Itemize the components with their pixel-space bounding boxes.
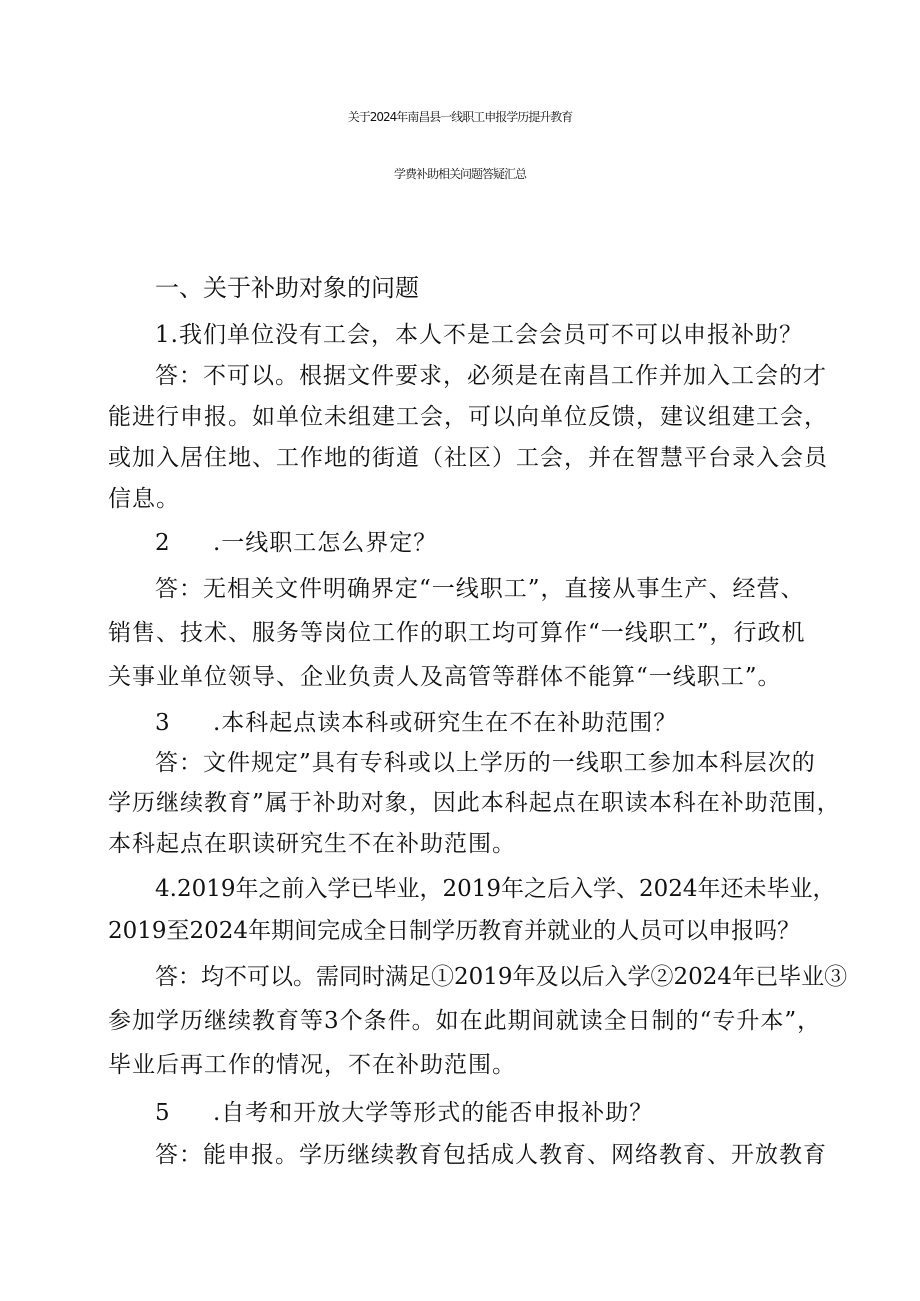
question-4-continued: 2019至2024年期间完成全日制学历教育并就业的人员可以申报吗？ bbox=[108, 918, 801, 944]
answer-line: 信息。 bbox=[108, 486, 180, 512]
doc-title-line-2: 学费补助相关问题答疑汇总 bbox=[393, 167, 526, 181]
answer-line: 或加入居住地、工作地的街道（社区）工会，并在智慧平台录入会员 bbox=[108, 445, 828, 471]
question-number: 5 bbox=[155, 1100, 171, 1126]
answer-line: 参加学历继续教育等3个条件。如在此期间就读全日制的“专升本”， bbox=[108, 1008, 822, 1034]
section-heading: 一、关于补助对象的问题 bbox=[155, 274, 419, 302]
answer-line: 关事业单位领导、企业负责人及高管等群体不能算“一线职工”。 bbox=[108, 664, 782, 690]
question-text: .一线职工怎么界定？ bbox=[213, 530, 438, 556]
question-number: 4 bbox=[155, 876, 170, 902]
answer-line: 答：能申报。学历继续教育包括成人教育、网络教育、开放教育 bbox=[155, 1142, 827, 1168]
question-number: 2 bbox=[155, 530, 171, 556]
question-2 bbox=[155, 524, 437, 557]
question-text: .2019年之前入学已毕业，2019年之后入学、2024年还未毕业， bbox=[169, 876, 836, 902]
question-5 bbox=[155, 1094, 653, 1127]
answer-line: 能进行申报。如单位未组建工会，可以向单位反馈，建议组建工会， bbox=[108, 404, 828, 430]
question-number: 1 bbox=[155, 322, 171, 348]
answer-line: 答：无相关文件明确界定“一线职工”，直接从事生产、经营、 bbox=[155, 576, 805, 602]
answer-line: 答：不可以。根据文件要求，必须是在南昌工作并加入工会的才 bbox=[155, 363, 827, 389]
answer-line: 毕业后再工作的情况，不在补助范围。 bbox=[108, 1052, 516, 1078]
doc-title-line-1: 关于2024年南昌县一线职工申报学历提升教育 bbox=[347, 110, 573, 124]
answer-line: 答：均不可以。需同时满足①2019年及以后入学②2024年已毕业③ bbox=[155, 964, 848, 990]
question-text: .我们单位没有工会，本人不是工会会员可不可以申报补助？ bbox=[170, 322, 803, 348]
question-number: 3 bbox=[155, 710, 171, 736]
answer-line: 学历继续教育”属于补助对象，因此本科起点在职读本科在补助范围， bbox=[108, 790, 841, 816]
question-text: .本科起点读本科或研究生在不在补助范围？ bbox=[213, 710, 678, 736]
question-3 bbox=[155, 704, 677, 737]
question-4 bbox=[155, 870, 836, 903]
question-1 bbox=[155, 316, 803, 349]
question-text: .自考和开放大学等形式的能否申报补助？ bbox=[213, 1100, 654, 1126]
answer-line: 销售、技术、服务等岗位工作的职工均可算作“一线职工”，行政机 bbox=[108, 620, 806, 646]
answer-line: 本科起点在职读研究生不在补助范围。 bbox=[108, 831, 516, 857]
answer-line: 答：文件规定”具有专科或以上学历的一线职工参加本科层次的 bbox=[155, 750, 816, 776]
